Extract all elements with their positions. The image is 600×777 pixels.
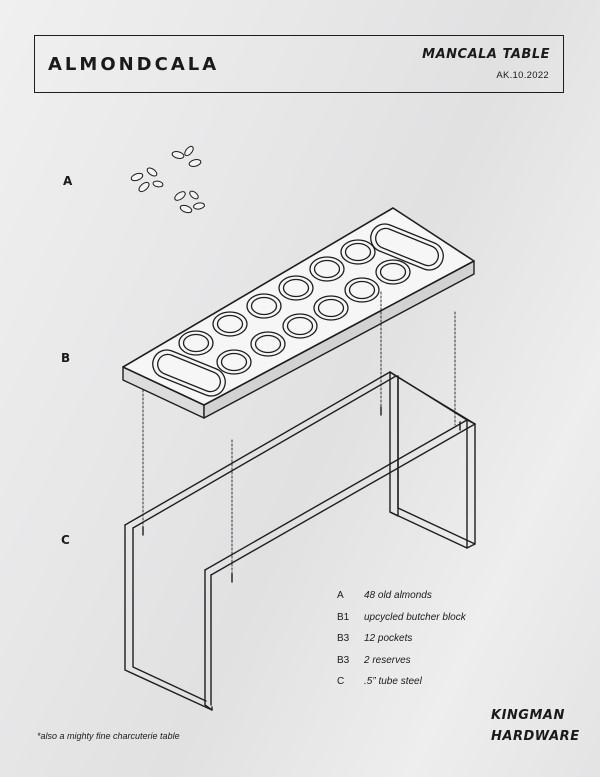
frame-front-rail xyxy=(205,420,475,575)
almond-cluster-right xyxy=(173,190,205,214)
drawing-title: MANCALA TABLE xyxy=(422,47,550,62)
parts-legend xyxy=(337,590,466,698)
legend-description: 48 old almonds xyxy=(364,590,432,601)
legend-description: upcycled butcher block xyxy=(364,611,466,623)
legend-row xyxy=(337,655,466,677)
legend-key: B3 xyxy=(337,654,350,666)
pocket xyxy=(247,294,281,318)
almonds-illustration xyxy=(130,145,205,214)
pocket xyxy=(251,332,285,356)
pocket xyxy=(213,312,247,336)
footnote: *also a mighty fine charcuterie table xyxy=(37,731,180,741)
legend-key: B1 xyxy=(337,611,350,623)
pocket xyxy=(376,260,410,284)
maker-line-2: HARDWARE xyxy=(491,729,580,744)
section-label-c: C xyxy=(61,533,70,547)
butcher-block-board xyxy=(123,208,474,418)
legend-row xyxy=(337,590,466,612)
almond-cluster-left xyxy=(130,166,163,193)
section-label-b: B xyxy=(61,351,71,365)
drawing-date: AK.10.2022 xyxy=(496,70,549,81)
frame-right-end xyxy=(390,372,398,516)
pocket xyxy=(179,331,213,355)
pocket xyxy=(314,296,348,320)
pocket xyxy=(283,314,317,338)
brand-name: ALMONDCALA xyxy=(48,54,220,75)
legend-key: C xyxy=(337,676,345,687)
legend-row xyxy=(337,612,466,634)
section-label-a: A xyxy=(63,174,73,188)
legend-description: .5” tube steel xyxy=(364,676,422,687)
maker-mark xyxy=(491,705,580,747)
frame-left-end xyxy=(125,525,212,710)
legend-key: A xyxy=(337,590,344,601)
legend-row xyxy=(337,676,466,698)
legend-description: 12 pockets xyxy=(364,633,413,644)
maker-line-1: KINGMAN xyxy=(491,708,565,723)
legend-row xyxy=(337,633,466,655)
pocket xyxy=(345,278,379,302)
pocket xyxy=(310,257,344,281)
pocket xyxy=(279,276,313,300)
pocket xyxy=(341,240,375,264)
legend-description: 2 reserves xyxy=(364,654,411,666)
pocket xyxy=(217,350,251,374)
almond-cluster-top xyxy=(171,145,201,168)
legend-key: B3 xyxy=(337,633,350,644)
